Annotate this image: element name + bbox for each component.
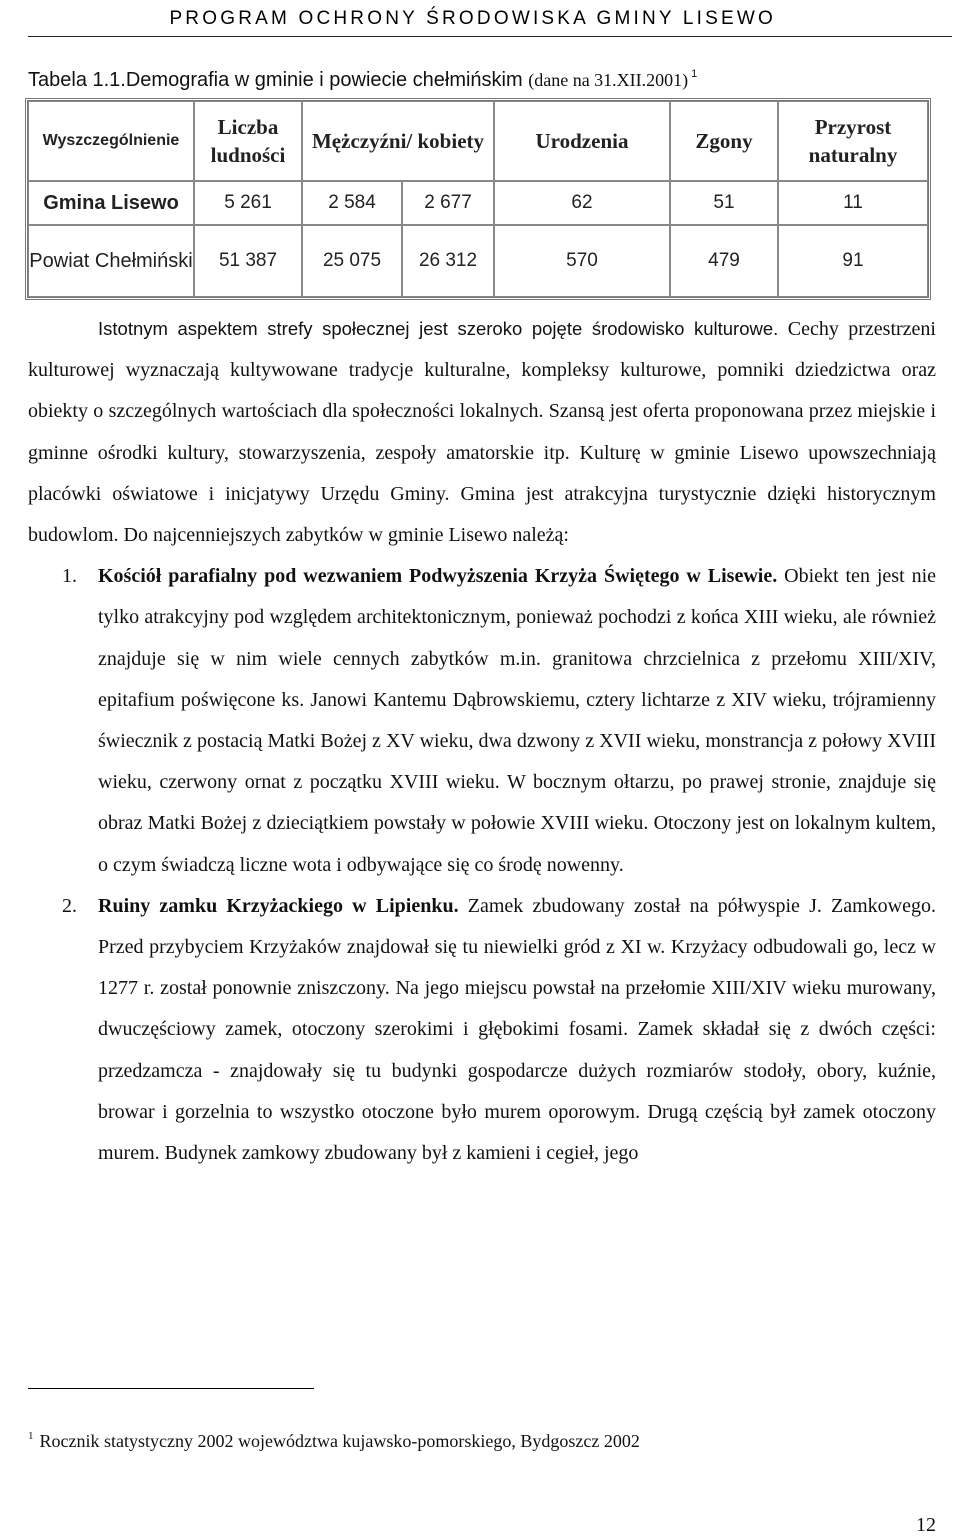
caption-date-note: (dane na 31.XII.2001) bbox=[528, 70, 689, 90]
header-cell-category: Wyszczególnienie bbox=[28, 101, 194, 181]
table-header-row bbox=[28, 101, 928, 181]
cell-men: 25 075 bbox=[302, 225, 402, 297]
caption-footnote-ref: 1 bbox=[691, 68, 698, 80]
cell-women: 26 312 bbox=[402, 225, 494, 297]
page-number: 12 bbox=[916, 1514, 936, 1536]
cell-men: 2 584 bbox=[302, 181, 402, 225]
header-cell-men-women: Mężczyźni/ kobiety bbox=[302, 101, 494, 181]
header-cell-population: Liczba ludności bbox=[194, 101, 302, 181]
cell-births: 570 bbox=[494, 225, 670, 297]
cell-population: 51 387 bbox=[194, 225, 302, 297]
cell-women: 2 677 bbox=[402, 181, 494, 225]
intro-paragraph bbox=[28, 308, 936, 556]
footnote bbox=[28, 1430, 640, 1452]
list-item-number: 2. bbox=[62, 894, 77, 917]
header-cell-births: Urodzenia bbox=[494, 101, 670, 181]
body-text bbox=[28, 308, 936, 1174]
list-item-title: Kościół parafialny pod wezwaniem Podwyższenia Krzyża Świętego w Lisewie. bbox=[98, 565, 778, 588]
row-name: Powiat Chełmiński bbox=[28, 225, 194, 297]
list-item-text: Zamek zbudowany został na półwyspie J. Zamkowego. Przed przybyciem Krzyżaków znajdował się tu niewielki gród z XI w. Krzyżacy odbudowali go, lecz w 1277 r. został ponownie zniszczony. Na jego miejscu powstał na przełomie XIII/XIV wieku murowany, dwuczęściowy zamek, otoczony szerokimi i głębokimi fosami. Zamek składał się z dwóch części: przedzamcza - znajdowały się tu budynki gospodarcze dużych rozmiarów stodoły, obory, kuźnie, browar i gorzelnia to wszystko otoczone było murem oporowym. Drugą częścią był zamek otoczony murem. Budynek zamkowy zbudowany był z kamieni i cegieł, jego bbox=[98, 894, 936, 1165]
header-cell-deaths: Zgony bbox=[670, 101, 778, 181]
cell-growth: 11 bbox=[778, 181, 928, 225]
table-caption bbox=[28, 68, 697, 92]
cell-deaths: 51 bbox=[670, 181, 778, 225]
list-item bbox=[28, 556, 936, 886]
header-rule bbox=[28, 36, 952, 37]
intro-lead: Istotnym aspektem strefy społecznej jest szeroko pojęte środowisko kulturowe. bbox=[98, 318, 779, 339]
header-title: PROGRAM OCHRONY ŚRODOWISKA GMINY LISEWO bbox=[169, 8, 776, 29]
demography-table bbox=[25, 98, 931, 300]
footnote-rule bbox=[28, 1388, 314, 1389]
footnote-marker: 1 bbox=[28, 1430, 34, 1442]
footnote-text: Rocznik statystyczny 2002 województwa kujawsko-pomorskiego, Bydgoszcz 2002 bbox=[39, 1431, 640, 1451]
list-item bbox=[28, 886, 936, 1174]
intro-rest: Cechy przestrzeni kulturowej wyznaczają kultywowane tradycje kulturalne, kompleksy kulturowe, pomniki dziedzictwa oraz obiekty o szczególnych wartościach dla społeczności lokalnych. Szansą jest oferta proponowana przez miejskie i gminne ośrodki kultury, stowarzyszenia, zespoły amatorskie itp. Kulturę w gminie Lisewo upowszechniają placówki oświatowe i inicjatywy Urzędu Gminy. Gmina jest atrakcyjna turystycznie dzięki historycznym budowlom. Do najcenniejszych zabytków w gminie Lisewo należą: bbox=[28, 318, 936, 547]
table-row bbox=[28, 181, 928, 225]
cell-deaths: 479 bbox=[670, 225, 778, 297]
caption-text: Tabela 1.1.Demografia w gminie i powiecie chełmińskim bbox=[28, 69, 529, 91]
page-header bbox=[0, 0, 960, 40]
row-name: Gmina Lisewo bbox=[28, 181, 194, 225]
list-item-title: Ruiny zamku Krzyżackiego w Lipienku. bbox=[98, 894, 459, 917]
header-cell-natural-growth: Przyrost naturalny bbox=[778, 101, 928, 181]
list-item-number: 1. bbox=[62, 565, 77, 588]
table-row bbox=[28, 225, 928, 297]
cell-births: 62 bbox=[494, 181, 670, 225]
cell-growth: 91 bbox=[778, 225, 928, 297]
cell-population: 5 261 bbox=[194, 181, 302, 225]
list-item-text: Obiekt ten jest nie tylko atrakcyjny pod względem architektonicznym, ponieważ pochodzi z końca XIII wieku, ale również znajduje się w nim wiele cennych zabytków m.in. granitowa chrzcielnica z przełomu XIII/XIV, epitafium poświęcone ks. Janowi Kantemu Dąbrowskiemu, cztery lichtarze z XIV wieku, trójramienny świecznik z postacią Matki Bożej z XV wieku, dwa dzwony z XVII wieku, monstrancja z połowy XVIII wieku, czerwony ornat z początku XVIII wieku. W bocznym ołtarzu, po prawej stronie, znajduje się obraz Matki Bożej z dzieciątkiem powstały w połowie XVIII wieku. Otoczony jest on lokalnym kultem, o czym świadczą liczne wota i odbywające się co środę nowenny. bbox=[98, 565, 936, 876]
landmarks-list bbox=[28, 556, 936, 1174]
